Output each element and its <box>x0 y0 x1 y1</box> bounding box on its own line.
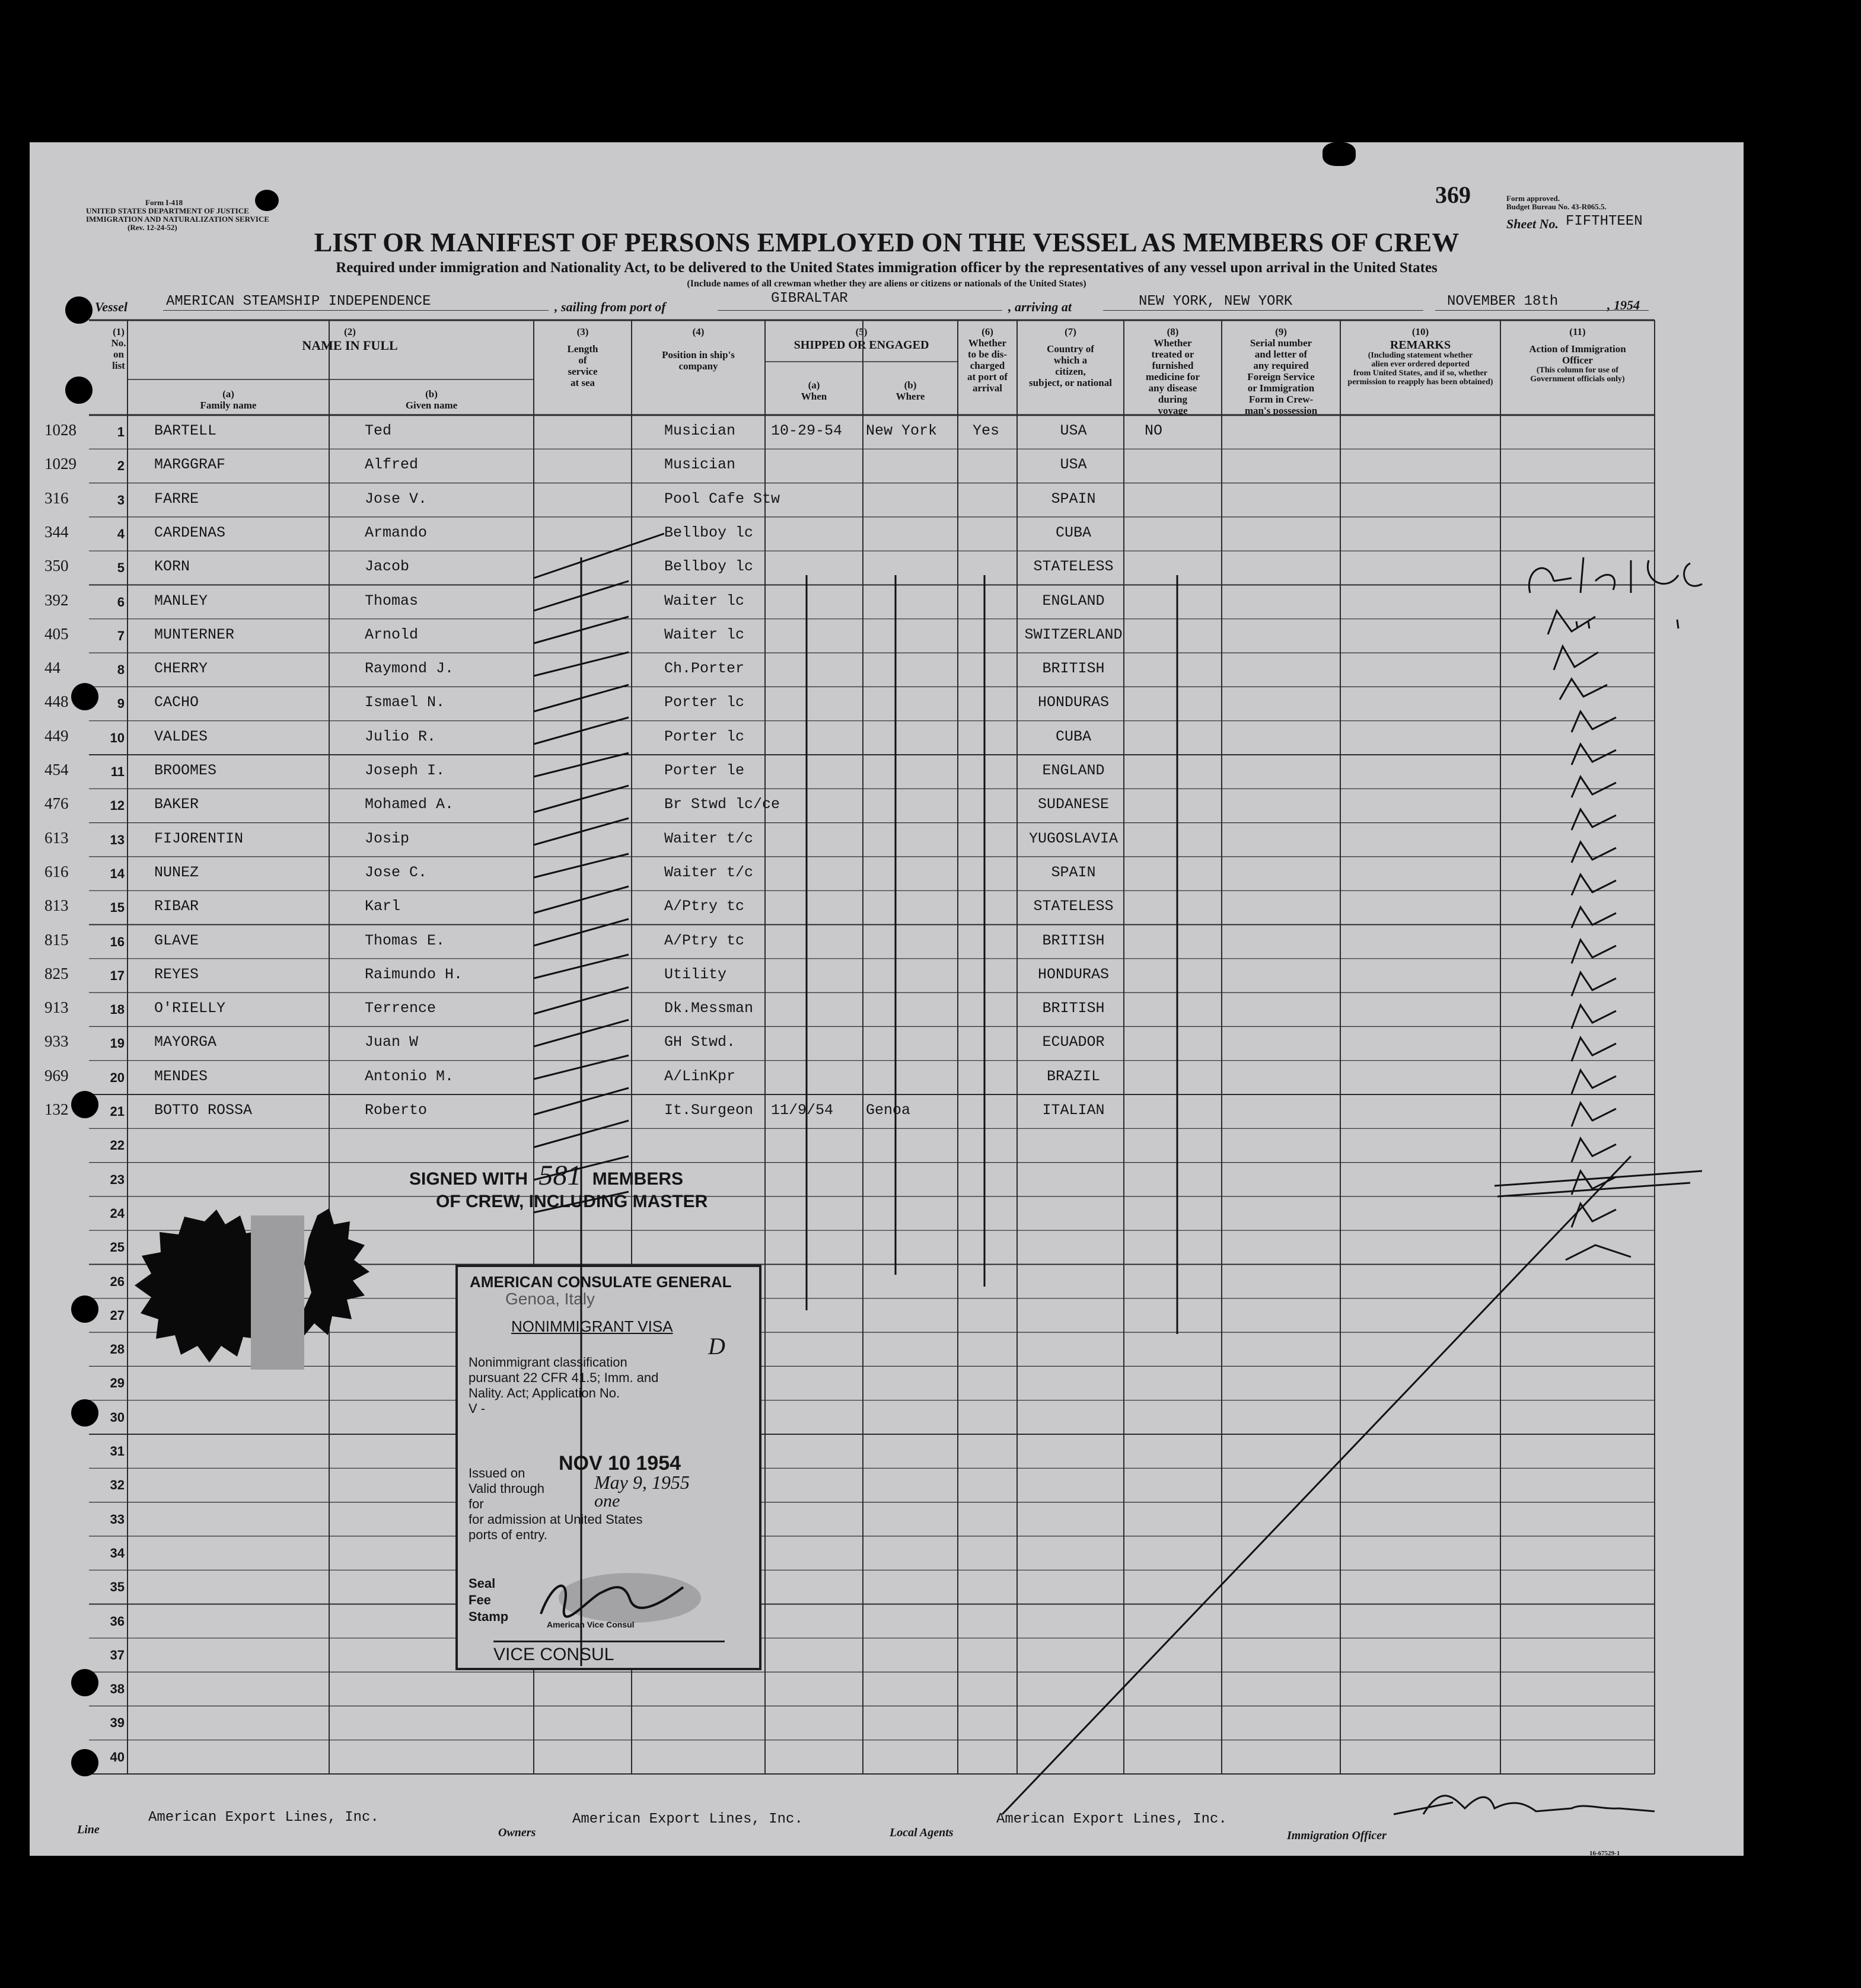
stamp-validity: Issued on Valid through for for admission at United States ports of entry. <box>469 1466 643 1542</box>
stamp-visa-type: NONIMMIGRANT VISA <box>511 1317 673 1335</box>
cell-when: 10-29-54 <box>771 422 843 439</box>
line-number: 1 <box>117 425 125 439</box>
including-master-note: OF CREW, INCLUDING MASTER <box>436 1192 708 1211</box>
arriving-label: , arriving at <box>1008 299 1072 314</box>
cell-family: CACHO <box>154 694 199 711</box>
stamp-classification: D <box>708 1333 725 1360</box>
row-ref-number: 392 <box>44 591 69 609</box>
cell-country: USA <box>1060 456 1087 474</box>
cell-country: BRITISH <box>1042 931 1105 949</box>
col9-header: (9) Serial number and letter of any required Foreign Service or Immigration Form in Crew- man's possession <box>1244 326 1318 416</box>
line-number: 31 <box>110 1444 125 1459</box>
cell-given: Julio R. <box>365 727 436 745</box>
punch-hole <box>71 1669 98 1696</box>
line-label: Line <box>77 1823 100 1836</box>
line-number: 24 <box>110 1205 125 1221</box>
line-number: 28 <box>110 1342 125 1357</box>
manifest-sheet <box>30 142 1744 1856</box>
cell-position: Br Stwd lc/ce <box>664 796 780 813</box>
revision: (Rev. 12-24-52) <box>128 223 177 232</box>
print-code: 16-67529-1 <box>1589 1850 1620 1857</box>
col11-header: (11) Action of Immigration Officer (This column for use of Government officials only) <box>1529 326 1626 384</box>
line-number: 2 <box>117 458 125 474</box>
cell-country: USA <box>1060 422 1087 439</box>
cell-given: Raimundo H. <box>365 965 463 983</box>
cell-position: Musician <box>664 422 736 439</box>
subtitle: Required under immigration and Nationality Act, to be delivered to the United States immigration officer by the representatives of any vessel upon arrival in the United States <box>336 260 1438 276</box>
cell-family: VALDES <box>154 727 208 745</box>
col5a-header: (a) When <box>801 379 827 402</box>
cell-position: GH Stwd. <box>664 1033 736 1051</box>
line-number: 36 <box>110 1613 125 1629</box>
cell-family: MAYORGA <box>154 1033 217 1051</box>
punch-hole <box>65 296 93 324</box>
stamp-vice-consul: VICE CONSUL <box>493 1641 725 1665</box>
page-number: 369 <box>1435 181 1471 208</box>
sailing-from-value: GIBRALTAR <box>771 291 848 307</box>
line-number: 26 <box>110 1274 125 1289</box>
cell-family: FIJORENTIN <box>154 829 244 847</box>
cell-position: Porter le <box>664 762 745 779</box>
line-number: 20 <box>110 1070 125 1085</box>
cell-given: Alfred <box>365 456 419 474</box>
row-ref-number: 613 <box>44 828 69 847</box>
line-number: 22 <box>110 1138 125 1153</box>
line-number: 23 <box>110 1172 125 1187</box>
line-number: 38 <box>110 1681 125 1697</box>
cell-family: BARTELL <box>154 422 217 439</box>
line-number: 19 <box>110 1036 125 1051</box>
line-number: 27 <box>110 1307 125 1323</box>
punch-hole <box>71 1295 98 1323</box>
ink-blot <box>255 190 279 211</box>
cell-country: YUGOSLAVIA <box>1028 829 1118 847</box>
owners-label: Owners <box>498 1826 536 1839</box>
year-value: , 1954 <box>1607 298 1640 312</box>
cell-country: HONDURAS <box>1037 694 1110 711</box>
line-number: 8 <box>117 662 125 678</box>
cell-position: Porter lc <box>664 727 745 745</box>
page-title: LIST OR MANIFEST OF PERSONS EMPLOYED ON THE VESSEL AS MEMBERS OF CREW <box>314 227 1460 257</box>
line-number: 7 <box>117 628 125 643</box>
row-ref-number: 132 <box>44 1100 69 1118</box>
line-number: 32 <box>110 1478 125 1493</box>
service: IMMIGRATION AND NATURALIZATION SERVICE <box>86 215 270 224</box>
sheet-no-value: FIFTHTEEN <box>1566 213 1643 229</box>
line-number: 29 <box>110 1376 125 1391</box>
cell-country: SPAIN <box>1051 863 1096 881</box>
cell-given: Jose V. <box>365 490 428 508</box>
cell-family: O'RIELLY <box>154 1000 226 1017</box>
row-ref-number: 449 <box>44 726 69 745</box>
line-number: 40 <box>110 1749 125 1764</box>
stamp-legal-text: Nonimmigrant classification pursuant 22 CFR 41.5; Imm. and Nality. Act; Application No. V - <box>469 1355 659 1416</box>
line-number: 34 <box>110 1545 125 1561</box>
line-number: 16 <box>110 934 125 949</box>
cell-medicine: NO <box>1145 422 1163 439</box>
row-ref-number: 344 <box>44 522 69 541</box>
cell-family: NUNEZ <box>154 863 199 881</box>
col2b-header: (b) Given name <box>405 388 458 411</box>
cell-family: MENDES <box>154 1067 208 1085</box>
cell-given: Joseph I. <box>365 762 445 779</box>
cell-position: Dk.Messman <box>664 1000 754 1017</box>
row-ref-number: 815 <box>44 930 69 949</box>
row-ref-number: 350 <box>44 557 69 575</box>
cell-country: ECUADOR <box>1042 1033 1105 1051</box>
arriving-value: NEW YORK, NEW YORK <box>1139 293 1293 309</box>
row-ref-number: 825 <box>44 964 69 982</box>
punch-hole <box>71 1399 98 1427</box>
stamp-seal-fee: Seal Fee Stamp <box>469 1576 509 1624</box>
line-number: 18 <box>110 1002 125 1017</box>
cell-family: RIBAR <box>154 898 199 915</box>
cell-given: Mohamed A. <box>365 796 454 813</box>
line-number: 9 <box>117 696 125 711</box>
cell-family: KORN <box>154 558 190 576</box>
signed-with-suffix: MEMBERS <box>592 1169 684 1189</box>
handwritten-marks <box>30 142 1744 1856</box>
cell-family: MUNTERNER <box>154 626 235 643</box>
cell-country: SPAIN <box>1051 490 1096 508</box>
cell-given: Jose C. <box>365 863 428 881</box>
department: UNITED STATES DEPARTMENT OF JUSTICE <box>86 206 249 215</box>
cell-country: ITALIAN <box>1042 1102 1105 1119</box>
row-ref-number: 454 <box>44 761 69 778</box>
cell-given: Karl <box>365 898 401 915</box>
cell-country: SUDANESE <box>1037 796 1110 813</box>
row-ref-number: 969 <box>44 1066 69 1084</box>
line-number: 10 <box>110 730 125 745</box>
line-number: 13 <box>110 832 125 847</box>
vessel-value: AMERICAN STEAMSHIP INDEPENDENCE <box>166 293 431 309</box>
immigration-officer-label: Immigration Officer <box>1287 1829 1387 1842</box>
line-number: 12 <box>110 798 125 813</box>
row-ref-number: 1029 <box>44 455 77 473</box>
cell-family: CHERRY <box>154 660 208 678</box>
cell-position: Porter lc <box>664 694 745 711</box>
cell-where: Genoa <box>866 1102 911 1119</box>
cell-country: CUBA <box>1055 524 1091 541</box>
cell-country: BRAZIL <box>1046 1067 1100 1085</box>
col5b-header: (b) Where <box>896 379 925 402</box>
cell-given: Ted <box>365 422 392 439</box>
cell-country: SWITZERLAND <box>1024 626 1123 643</box>
stamp-consulate: AMERICAN CONSULATE GENERAL <box>470 1273 732 1291</box>
col1-header: (1) No. on list <box>111 326 126 371</box>
row-ref-number: 1028 <box>44 421 77 439</box>
cell-given: Terrence <box>365 1000 436 1017</box>
col5-header: (5) SHIPPED OR ENGAGED <box>794 326 929 352</box>
cell-position: A/LinKpr <box>664 1067 736 1085</box>
cell-family: FARRE <box>154 490 199 508</box>
col10-header: (10) REMARKS (Including statement whether alien ever ordered deported from United States, and if so, whether permission to reapply has been obtained) <box>1347 326 1493 387</box>
line-number: 33 <box>110 1511 125 1527</box>
line-number: 30 <box>110 1409 125 1425</box>
signed-with-prefix: SIGNED WITH <box>409 1169 528 1189</box>
budget-bureau: Budget Bureau No. 43-R065.5. <box>1506 202 1607 211</box>
row-ref-number: 476 <box>44 794 69 813</box>
line-value: American Export Lines, Inc. <box>148 1810 379 1826</box>
cell-position: Ch.Porter <box>664 660 745 678</box>
cell-given: Thomas E. <box>365 931 445 949</box>
cell-family: BAKER <box>154 796 199 813</box>
row-ref-number: 813 <box>44 896 69 915</box>
stamp-consul-caption: American Vice Consul <box>547 1620 635 1629</box>
cell-country: ENGLAND <box>1042 592 1105 610</box>
cell-country: CUBA <box>1055 727 1091 745</box>
line-number: 21 <box>110 1104 125 1119</box>
cell-position: Waiter t/c <box>664 863 754 881</box>
cell-family: MARGGRAF <box>154 456 226 474</box>
cell-country: HONDURAS <box>1037 965 1110 983</box>
cell-country: ENGLAND <box>1042 762 1105 779</box>
stamp-issued-date: NOV 10 1954 <box>559 1452 681 1475</box>
row-ref-number: 405 <box>44 624 69 643</box>
col2a-header: (a) Family name <box>200 388 257 411</box>
row-ref-number: 448 <box>44 693 69 711</box>
row-ref-number: 933 <box>44 1032 69 1051</box>
line-number: 5 <box>117 560 125 576</box>
cell-given: Jacob <box>365 558 410 576</box>
ink-blot <box>1323 142 1356 166</box>
cell-family: GLAVE <box>154 931 199 949</box>
stamp-applications: one <box>594 1491 620 1511</box>
cell-given: Raymond J. <box>365 660 454 678</box>
cell-family: CARDENAS <box>154 524 226 541</box>
line-number: 15 <box>110 900 125 915</box>
sailing-from-label: , sailing from port of <box>555 299 666 314</box>
owners-value: American Export Lines, Inc. <box>572 1811 803 1827</box>
subnote: (Include names of all crewman whether they are aliens or citizens or nationals of the United States) <box>687 279 1086 289</box>
cell-country: BRITISH <box>1042 660 1105 678</box>
line-number: 25 <box>110 1240 125 1255</box>
stamp-valid-through: May 9, 1955 <box>594 1472 690 1493</box>
line-number: 17 <box>110 968 125 983</box>
line-number: 3 <box>117 492 125 508</box>
date-value: NOVEMBER 18th <box>1447 293 1559 309</box>
line-number: 35 <box>110 1579 125 1595</box>
punch-hole <box>71 683 98 710</box>
sheet-no-label: Sheet No. <box>1506 216 1559 231</box>
col4-header: (4) Position in ship's company <box>662 326 735 372</box>
line-number: 39 <box>110 1715 125 1731</box>
line-number: 11 <box>110 764 125 779</box>
cell-discharged: Yes <box>973 422 1000 439</box>
form-number: Form I-418 <box>145 198 183 207</box>
cell-family: BROOMES <box>154 762 217 779</box>
col8-header: (8) Whether treated or furnished medicine for any disease during voyage <box>1145 326 1200 416</box>
col3-header: (3) Length of service at sea <box>567 326 598 388</box>
row-ref-number: 44 <box>44 659 60 677</box>
punch-hole <box>71 1749 98 1776</box>
punch-hole <box>71 1091 98 1118</box>
line-number: 6 <box>117 594 125 610</box>
cell-position: Pool Cafe Stw <box>664 490 780 508</box>
cell-country: BRITISH <box>1042 1000 1105 1017</box>
cell-position: It.Surgeon <box>664 1102 754 1119</box>
punch-hole <box>65 376 93 404</box>
cell-when: 11/9/54 <box>771 1102 834 1119</box>
cell-position: Waiter lc <box>664 626 745 643</box>
cell-position: Waiter t/c <box>664 829 754 847</box>
cell-given: Armando <box>365 524 428 541</box>
col7-header: (7) Country of which a citizen, subject, or national <box>1029 326 1112 388</box>
local-agents-label: Local Agents <box>890 1826 954 1839</box>
line-number: 14 <box>110 866 125 881</box>
cell-position: Bellboy lc <box>664 558 754 576</box>
cell-family: BOTTO ROSSA <box>154 1102 253 1119</box>
row-ref-number: 616 <box>44 862 69 880</box>
cell-position: A/Ptry tc <box>664 931 745 949</box>
col6-header: (6) Whether to be dis- charged at port of arrival <box>967 326 1008 394</box>
cell-given: Ismael N. <box>365 694 445 711</box>
row-ref-number: 316 <box>44 489 69 507</box>
row-ref-number: 913 <box>44 998 69 1017</box>
form-approved: Form approved. <box>1506 194 1560 203</box>
cell-position: A/Ptry tc <box>664 898 745 915</box>
cell-position: Musician <box>664 456 736 474</box>
cell-where: New York <box>866 422 938 439</box>
cell-given: Josip <box>365 829 410 847</box>
line-number: 4 <box>117 526 125 541</box>
cell-given: Arnold <box>365 626 419 643</box>
cell-position: Waiter lc <box>664 592 745 610</box>
col2-header: (2) NAME IN FULL <box>302 326 398 353</box>
cell-given: Juan W <box>365 1033 419 1051</box>
cell-given: Roberto <box>365 1102 428 1119</box>
cell-position: Bellboy lc <box>664 524 754 541</box>
cell-position: Utility <box>664 965 727 983</box>
stamp-city: Genoa, Italy <box>505 1290 595 1308</box>
cell-family: MANLEY <box>154 592 208 610</box>
line-number: 37 <box>110 1647 125 1662</box>
cell-given: Thomas <box>365 592 419 610</box>
crew-count: 581 <box>538 1160 582 1191</box>
cell-family: REYES <box>154 965 199 983</box>
cell-given: Antonio M. <box>365 1067 454 1085</box>
local-agents-value: American Export Lines, Inc. <box>996 1811 1227 1827</box>
cell-country: STATELESS <box>1033 898 1114 915</box>
vessel-label: Vessel <box>95 299 128 314</box>
cell-country: STATELESS <box>1033 558 1114 576</box>
